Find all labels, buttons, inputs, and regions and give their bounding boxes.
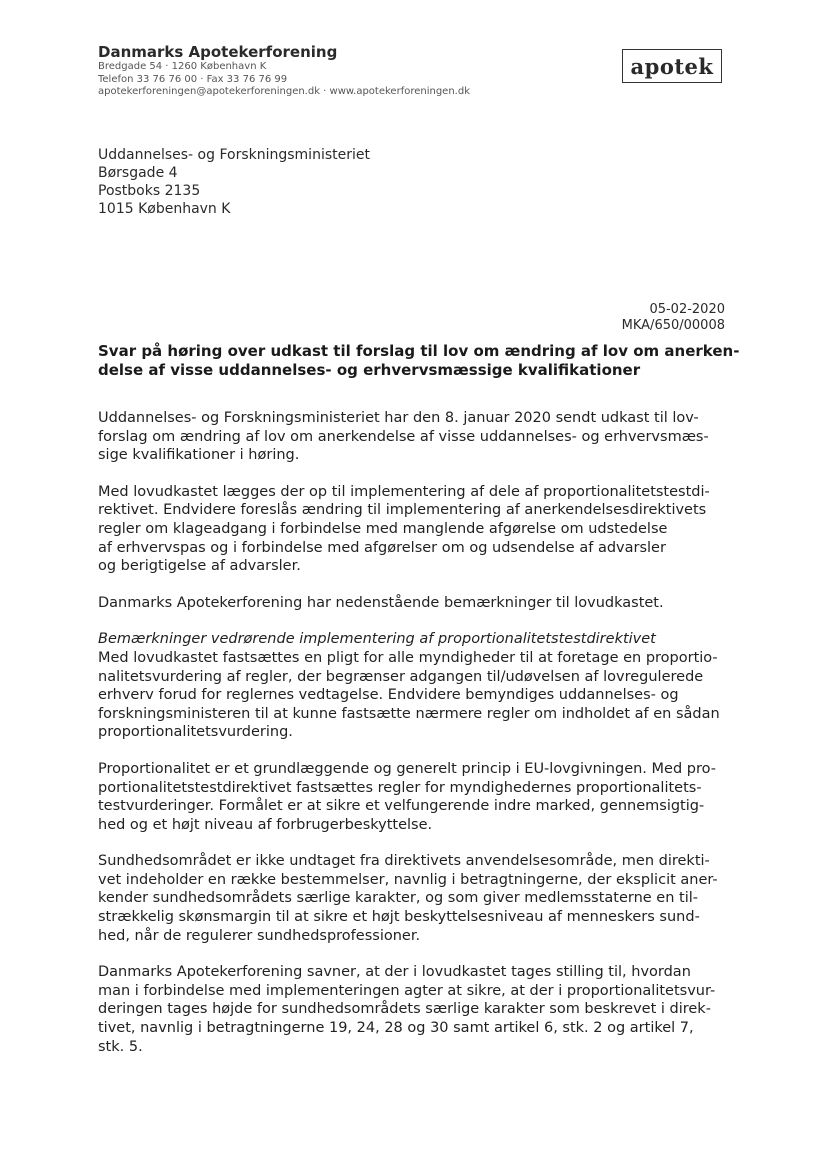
text-line: deringen tages højde for sundhedsområdets særlige karakter som beskrevet i direk- xyxy=(98,1001,711,1018)
text-line: man i forbindelse med implementeringen agter at sikre, at der i proportionalitetsvur- xyxy=(98,982,716,999)
subject-heading xyxy=(98,342,738,380)
paragraph-remarks xyxy=(98,594,738,613)
subject-line: Svar på høring over udkast til forslag til lov om ændring af lov om anerken- xyxy=(98,342,740,360)
text-line: nalitetsvurdering af regler, der begrænser adgangen til/udøvelsen af lovregulerede xyxy=(98,668,704,685)
sender-contact: apotekerforeningen@apotekerforeningen.dk · www.apotekerforeningen.dk xyxy=(98,86,470,97)
text-line: tivet, navnlig i betragtningerne 19, 24, 28 og 30 samt artikel 6, stk. 2 og artikel 7, xyxy=(98,1020,694,1037)
text-line: Sundhedsområdet er ikke undtaget fra direktivets anvendelsesområde, men direkti- xyxy=(98,853,710,870)
reference-number: MKA/650/00008 xyxy=(621,318,725,333)
apotek-logo: apotek xyxy=(622,49,722,83)
recipient-address xyxy=(98,146,370,218)
section-heading: Bemærkninger vedrørende implementering af proportionalitetstestdirektivet xyxy=(98,631,656,648)
text-line: kender sundhedsområdets særlige karakter, og som giver medlemsstaterne en til- xyxy=(98,890,698,907)
paragraph-proposal xyxy=(98,483,738,576)
text-line: Uddannelses- og Forskningsministeriet har den 8. januar 2020 sendt udkast til lov- xyxy=(98,410,699,426)
text-line: Med lovudkastet fastsættes en pligt for alle myndigheder til at foretage en proportio- xyxy=(98,649,718,666)
text-line: portionalitetstestdirektivet fastsættes regler for myndighedernes proportionalitets- xyxy=(98,779,702,796)
text-line: proportionalitetsvurdering. xyxy=(98,724,293,741)
recipient-line: Børsgade 4 xyxy=(98,165,178,181)
text-line: rektivet. Endvidere foreslås ændring til implementering af anerkendelsesdirektivets xyxy=(98,502,707,519)
text-line: forskningsministeren til at kunne fastsætte nærmere regler om indholdet af en sådan xyxy=(98,705,720,722)
letter-date: 05-02-2020 xyxy=(649,302,725,317)
recipient-line: Postboks 2135 xyxy=(98,183,201,199)
text-line: og berigtigelse af advarsler. xyxy=(98,558,301,575)
sender-address: Bredgade 54 · 1260 København K xyxy=(98,61,267,72)
paragraph-intro xyxy=(98,409,738,465)
paragraph-proportionality xyxy=(98,760,738,834)
text-line: Proportionalitet er et grundlæggende og generelt princip i EU-lovgivningen. Med pro- xyxy=(98,760,716,777)
text-line: hed og et højt niveau af forbrugerbeskyttelse. xyxy=(98,816,433,833)
letter-body xyxy=(98,409,738,1074)
recipient-line: 1015 København K xyxy=(98,201,231,217)
text-line: forslag om ændring af lov om anerkendelse af visse uddannelses- og erhvervsmæs- xyxy=(98,428,709,445)
subject-line: delse af visse uddannelses- og erhvervsmæssige kvalifikationer xyxy=(98,361,641,379)
text-line: Med lovudkastet lægges der op til implementering af dele af proportionalitetstestdi- xyxy=(98,483,710,500)
sender-block xyxy=(98,44,470,99)
paragraph-health-sector xyxy=(98,852,738,945)
text-line: regler om klageadgang i forbindelse med manglende afgørelse om udstedelse xyxy=(98,520,668,537)
text-line: testvurderinger. Formålet er at sikre et velfungerende indre marked, gennemsigtig- xyxy=(98,798,705,815)
text-line: stk. 5. xyxy=(98,1038,143,1055)
text-line: Danmarks Apotekerforening har nedenstående bemærkninger til lovudkastet. xyxy=(98,594,664,611)
paragraph-obligation xyxy=(98,630,738,742)
paragraph-concern xyxy=(98,963,738,1056)
text-line: erhverv forud for reglernes vedtagelse. Endvidere bemyndiges uddannelses- og xyxy=(98,687,679,704)
text-line: vet indeholder en række bestemmelser, navnlig i betragtningerne, der eksplicit aner- xyxy=(98,871,718,888)
text-line: Danmarks Apotekerforening savner, at der i lovudkastet tages stilling til, hvordan xyxy=(98,964,691,981)
text-line: strækkelig skønsmargin til at sikre et højt beskyttelsesniveau af menneskers sund- xyxy=(98,909,700,926)
text-line: sige kvalifikationer i høring. xyxy=(98,447,300,464)
text-line: af erhvervspas og i forbindelse med afgørelser om og udsendelse af advarsler xyxy=(98,539,666,556)
reference-block xyxy=(622,302,725,334)
recipient-line: Uddannelses- og Forskningsministeriet xyxy=(98,147,370,163)
sender-org: Danmarks Apotekerforening xyxy=(98,43,338,61)
text-line: hed, når de regulerer sundhedsprofessioner. xyxy=(98,927,421,944)
sender-phone: Telefon 33 76 76 00 · Fax 33 76 76 99 xyxy=(98,73,288,85)
